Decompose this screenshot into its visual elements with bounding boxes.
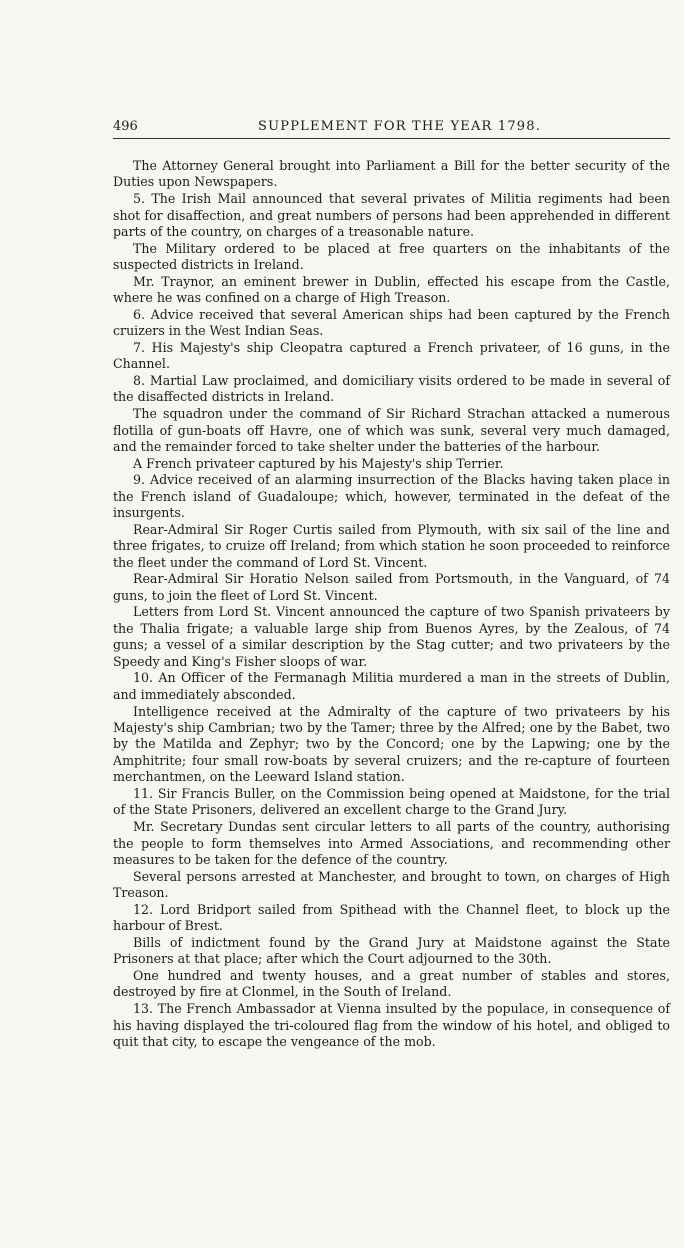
page-number: 496: [113, 119, 138, 134]
paragraph: Rear-Admiral Sir Roger Curtis sailed from Plymouth, with six sail of the line and three frigates, to cruize off Ireland; from which station he soon proceeded to reinforce the fleet under the command of Lord St. Vincent.: [113, 521, 670, 570]
paragraph: The Military ordered to be placed at free quarters on the inhabitants of the suspected districts in Ireland.: [113, 240, 670, 273]
paragraph: 8. Martial Law proclaimed, and domiciliary visits ordered to be made in several of the disaffected districts in Ireland.: [113, 373, 670, 405]
paragraph: Rear-Admiral Sir Horatio Nelson sailed from Portsmouth, in the Vanguard, of 74 guns, to join the fleet of Lord St. Vincent.: [113, 571, 670, 603]
paragraph: 9. Advice received of an alarming insurrection of the Blacks having taken place in the French island of Guadaloupe; which, however, terminated in the defeat of the insurgents.: [113, 472, 670, 521]
paragraph: 11. Sir Francis Buller, on the Commission being opened at Maidstone, for the trial of the State Prisoners, delivered an excellent charge to the Grand Jury.: [113, 786, 670, 818]
paragraph: 12. Lord Bridport sailed from Spithead with the Channel fleet, to block up the harbour of Brest.: [113, 901, 670, 934]
paragraph: The squadron under the command of Sir Richard Strachan attacked a numerous flotilla of gun-boats off Havre, one of which was sunk, several very much damaged, and the remainder forced to take shelter under the batteries of the harbour.: [113, 406, 670, 455]
paragraph: Several persons arrested at Manchester, and brought to town, on charges of High Treason.: [113, 868, 670, 901]
paragraph: 7. His Majesty's ship Cleopatra captured a French privateer, of 16 guns, in the Channel.: [113, 339, 670, 372]
paragraph: Mr. Traynor, an eminent brewer in Dublin, effected his escape from the Castle, where he was confined on a charge of High Treason.: [113, 273, 670, 306]
paragraph: Letters from Lord St. Vincent announced the capture of two Spanish privateers by the Thalia frigate; a valuable large ship from Buenos Ayres, by the Zealous, of 74 guns; a vessel of a similar description by the Stag cutter; and two privateers by the Speedy and King's Fisher sloops of war.: [113, 604, 670, 669]
body-text: [113, 158, 670, 1050]
paragraph: A French privateer captured by his Majesty's ship Terrier.: [133, 455, 504, 471]
running-head: SUPPLEMENT FOR THE YEAR 1798.: [258, 119, 542, 134]
paragraph: The Attorney General brought into Parliament a Bill for the better security of the Duties upon Newspapers.: [113, 158, 670, 190]
paragraph: Mr. Secretary Dundas sent circular letters to all parts of the country, authorising the people to form themselves into Armed Associations, and recommending other measures to be taken for the defence of the country.: [113, 819, 670, 868]
paragraph: 10. An Officer of the Fermanagh Militia murdered a man in the streets of Dublin, and immediately absconded.: [113, 670, 670, 702]
paragraph: 13. The French Ambassador at Vienna insulted by the populace, in consequence of his having displayed the tri-coloured flag from the window of his hotel, and obliged to quit that city, to escape the vengeance of the mob.: [113, 1001, 670, 1049]
paragraph: Bills of indictment found by the Grand Jury at Maidstone against the State Prisoners at that place; after which the Court adjourned to the 30th.: [113, 934, 670, 967]
paragraph: One hundred and twenty houses, and a great number of stables and stores, destroyed by fire at Clonmel, in the South of Ireland.: [113, 967, 670, 1000]
paragraph: 6. Advice received that several American ships had been captured by the French cruizers in the West Indian Seas.: [113, 306, 670, 339]
paragraph: Intelligence received at the Admiralty of the capture of two privateers by his Majesty's ship Cambrian; two by the Tamer; three by the Alfred; one by the Babet, two by the Matilda and Zephyr; two by the Concord; one by the Lapwing; one by the Amphitrite; four small row-boats by several cruizers; and the re-capture of fourteen merchantmen, on the Leeward Island station.: [113, 703, 670, 785]
page-header: [113, 114, 670, 139]
paragraph: 5. The Irish Mail announced that several privates of Militia regiments had been shot for disaffection, and great numbers of persons had been apprehended in different parts of the country, on charges of a treasonable nature.: [113, 191, 670, 239]
